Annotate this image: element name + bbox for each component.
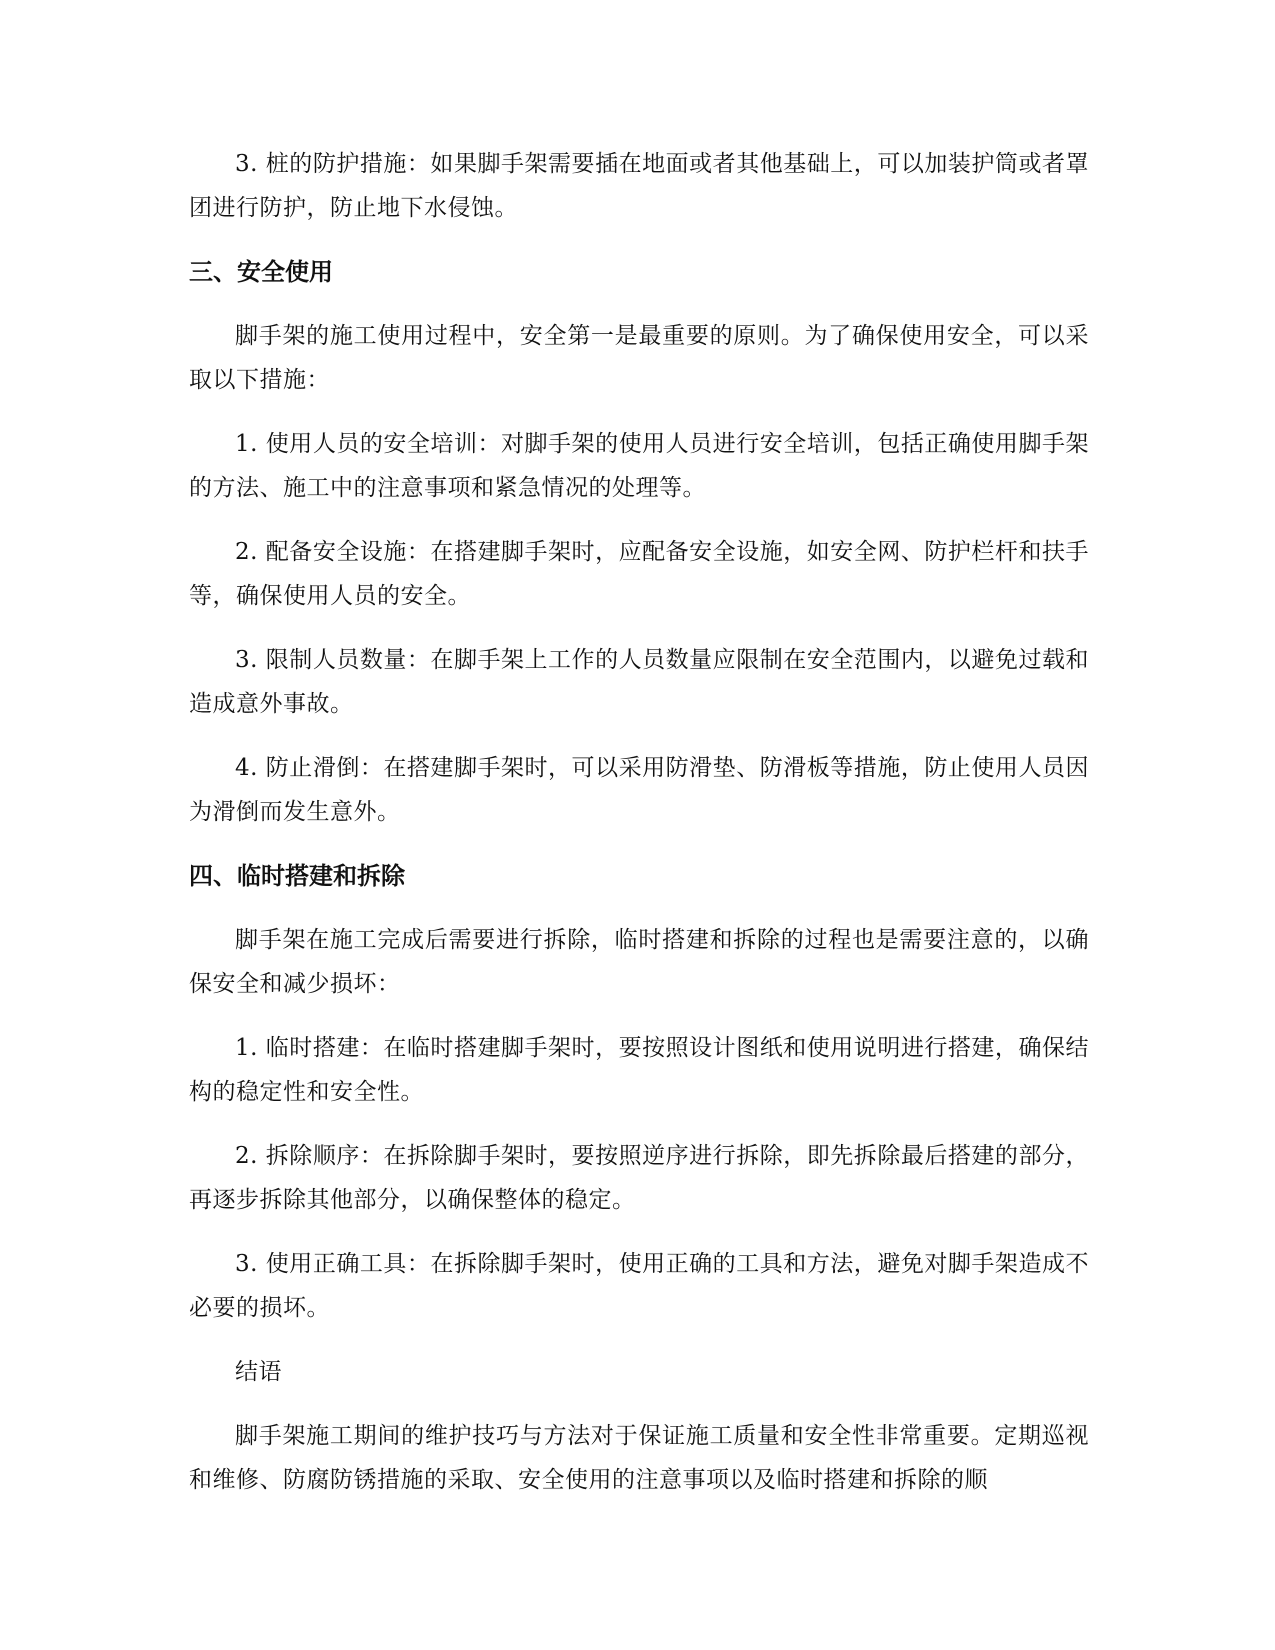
document-body: [189, 142, 1089, 1522]
item-limit-personnel: 3. 限制人员数量：在脚手架上工作的人员数量应限制在安全范围内，以避免过载和造成意外事故。: [189, 647, 1089, 717]
item-correct-tools: 3. 使用正确工具：在拆除脚手架时，使用正确的工具和方法，避免对脚手架造成不必要的损坏。: [189, 1251, 1089, 1321]
item-safety-facilities: 2. 配备安全设施：在搭建脚手架时，应配备安全设施，如安全网、防护栏杆和扶手等，确保使用人员的安全。: [189, 539, 1089, 609]
section-4-heading: 四、临时搭建和拆除: [189, 862, 405, 890]
item-safety-training: 1. 使用人员的安全培训：对脚手架的使用人员进行安全培训，包括正确使用脚手架的方法、施工中的注意事项和紧急情况的处理等。: [189, 431, 1089, 501]
section-3-intro: 脚手架的施工使用过程中，安全第一是最重要的原则。为了确保使用安全，可以采取以下措施：: [189, 323, 1089, 393]
conclusion-text: 脚手架施工期间的维护技巧与方法对于保证施工质量和安全性非常重要。定期巡视和维修、防腐防锈措施的采取、安全使用的注意事项以及临时搭建和拆除的顺: [189, 1423, 1089, 1493]
item-temporary-erection: 1. 临时搭建：在临时搭建脚手架时，要按照设计图纸和使用说明进行搭建，确保结构的稳定性和安全性。: [189, 1035, 1089, 1105]
item-prevent-slipping: 4. 防止滑倒：在搭建脚手架时，可以采用防滑垫、防滑板等措施，防止使用人员因为滑倒而发生意外。: [189, 755, 1089, 825]
conclusion-label: 结语: [235, 1359, 282, 1385]
item-pile-protection: 3. 桩的防护措施：如果脚手架需要插在地面或者其他基础上，可以加装护筒或者罩团进行防护，防止地下水侵蚀。: [189, 151, 1089, 221]
section-3-heading: 三、安全使用: [189, 258, 333, 286]
section-4-intro: 脚手架在施工完成后需要进行拆除，临时搭建和拆除的过程也是需要注意的，以确保安全和减少损坏：: [189, 927, 1089, 997]
item-removal-order: 2. 拆除顺序：在拆除脚手架时，要按照逆序进行拆除，即先拆除最后搭建的部分，再逐步拆除其他部分，以确保整体的稳定。: [189, 1143, 1089, 1213]
